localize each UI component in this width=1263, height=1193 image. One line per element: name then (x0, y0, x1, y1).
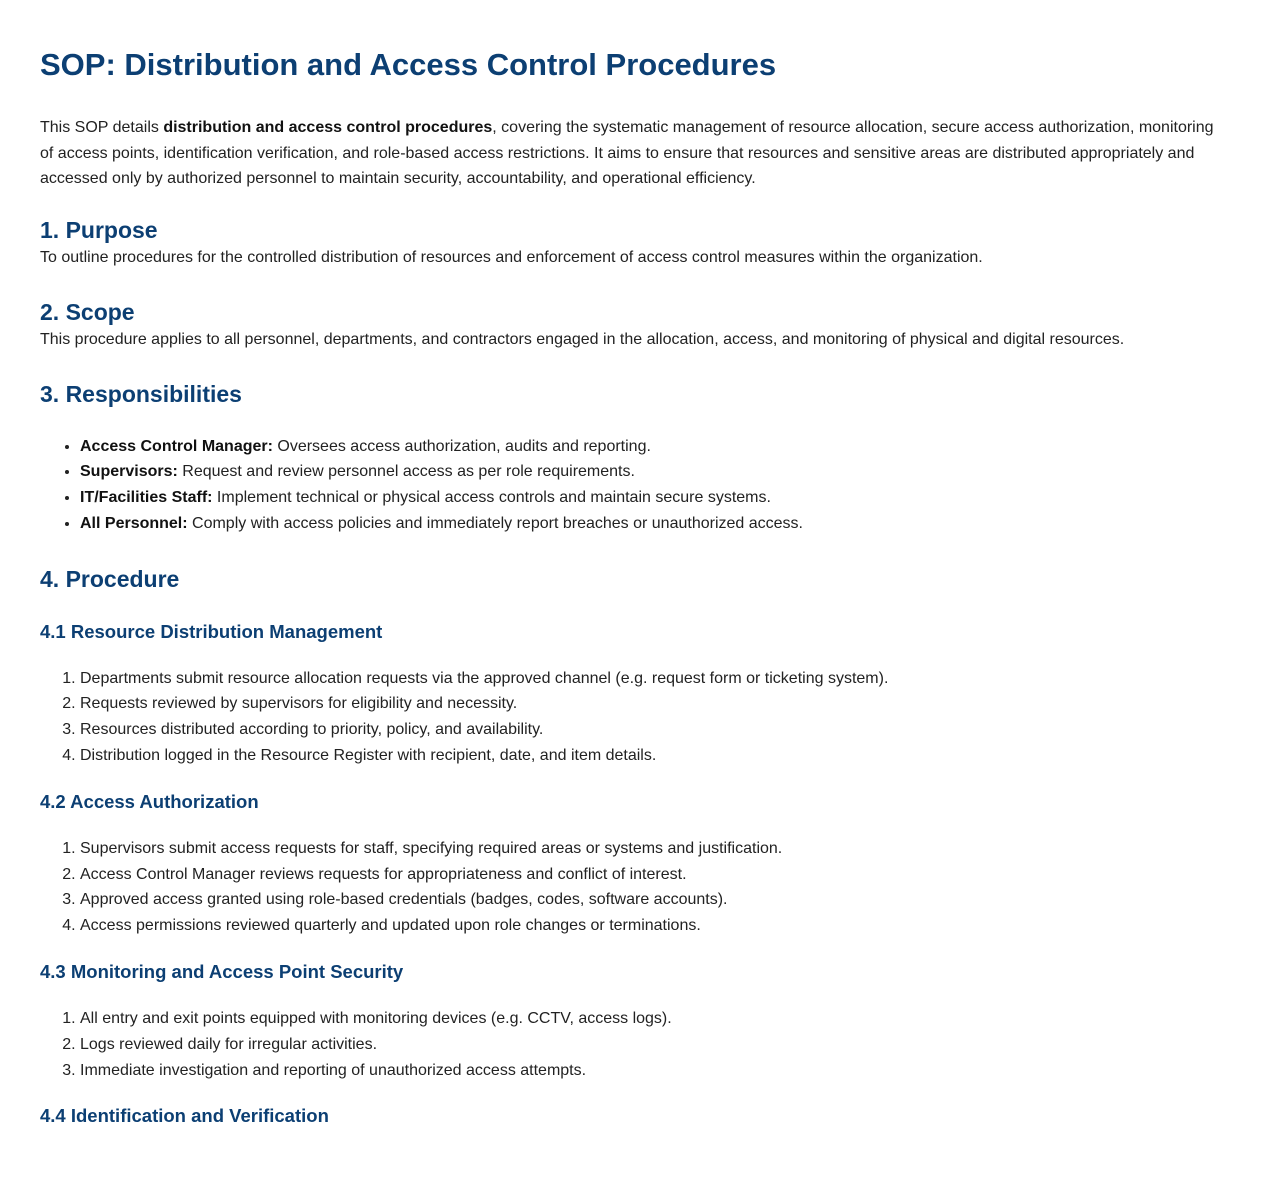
steps-list-4-3 (40, 1006, 1223, 1083)
section-heading-4-1: 4.1 Resource Distribution Management (40, 620, 383, 642)
list-item (80, 459, 1223, 485)
list-item: 2. Requests reviewed by supervisors for eligibility and necessity. (80, 691, 1223, 717)
list-item: 1. Departments submit resource allocation requests via the approved channel (e.g. request form or ticketing system). (80, 666, 1223, 692)
scope-heading: 2. Scope (40, 298, 135, 325)
purpose-text: To outline procedures for the controlled distribution of resources and enforcement of access control measures within the organization. (40, 248, 983, 266)
intro-paragraph (40, 115, 1223, 192)
purpose-heading: 1. Purpose (40, 216, 158, 243)
responsibilities-heading: 3. Responsibilities (40, 380, 242, 407)
scope-text: This procedure applies to all personnel, departments, and contractors engaged in the allocation, access, and monitoring of physical and digital resources. (40, 330, 1125, 348)
steps-list-4-2 (40, 836, 1223, 939)
list-item (80, 485, 1223, 511)
role-description: Oversees access authorization, audits and reporting. (272, 437, 651, 455)
list-item: 4. Access permissions reviewed quarterly and updated upon role changes or terminations. (80, 913, 1223, 939)
list-item: 3. Immediate investigation and reporting of unauthorized access attempts. (80, 1058, 1223, 1084)
role-description: Request and review personnel access as per role requirements. (177, 463, 635, 481)
role-label: Supervisors: (80, 463, 178, 481)
role-description: Comply with access policies and immediately report breaches or unauthorized access. (187, 514, 803, 532)
list-item (80, 511, 1223, 537)
role-label: All Personnel: (80, 514, 188, 532)
page-title: SOP: Distribution and Access Control Procedures (40, 47, 777, 82)
procedure-heading: 4. Procedure (40, 565, 180, 592)
section-heading-4-3: 4.3 Monitoring and Access Point Security (40, 961, 404, 983)
list-item: 1. All entry and exit points equipped with monitoring devices (e.g. CCTV, access logs). (80, 1006, 1223, 1032)
list-item: 1. Supervisors submit access requests for staff, specifying required areas or systems and justification. (80, 836, 1223, 862)
role-label: Access Control Manager: (80, 437, 273, 455)
intro-bold: distribution and access control procedures (163, 119, 493, 136)
role-label: IT/Facilities Staff: (80, 489, 213, 507)
section-heading-4-2: 4.2 Access Authorization (40, 790, 259, 812)
section-heading-4-4: 4.4 Identification and Verification (40, 1105, 329, 1127)
intro-prefix: This SOP details (40, 119, 164, 136)
list-item: 2. Logs reviewed daily for irregular activities. (80, 1032, 1223, 1058)
list-item: 3. Approved access granted using role-based credentials (badges, codes, software accounts). (80, 887, 1223, 913)
intro-suffix: , covering the systematic management of resource allocation, secure access authorization, monitoring of access points, identification verification, and role-based access restrictions. It aims to ensure that resources and sensitive areas are distributed appropriately and accessed only by authorized personnel to maintain security, accountability, and operational efficiency. (40, 119, 1214, 187)
steps-list-4-1 (40, 666, 1223, 769)
list-item: 2. Access Control Manager reviews requests for appropriateness and conflict of interest. (80, 862, 1223, 888)
list-item: 4. Distribution logged in the Resource Register with recipient, date, and item details. (80, 743, 1223, 769)
list-item (80, 434, 1223, 460)
role-description: Implement technical or physical access controls and maintain secure systems. (212, 489, 771, 507)
responsibilities-list (40, 434, 1223, 537)
list-item: 3. Resources distributed according to priority, policy, and availability. (80, 717, 1223, 743)
